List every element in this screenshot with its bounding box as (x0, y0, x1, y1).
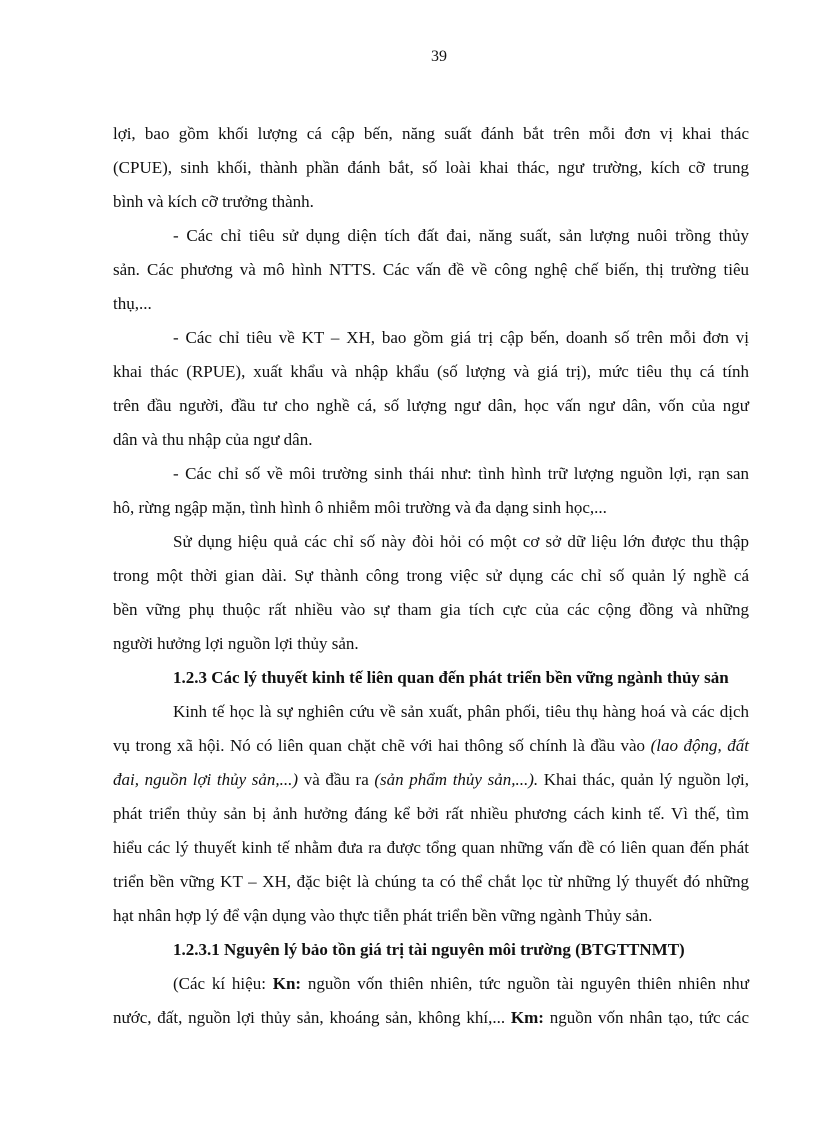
body-line: dân và thu nhập của ngư dân. (113, 430, 313, 449)
document-body (113, 117, 749, 1035)
body-line: - Các chỉ số về môi trường sinh thái như: tình hình trữ lượng nguồn lợi, rạn san (173, 464, 749, 483)
page-number: 39 (431, 48, 447, 65)
body-line: (CPUE), sinh khối, thành phần đánh bắt, số loài khai thác, ngư trường, kích cỡ trung (113, 158, 749, 177)
body-line: hạt nhân hợp lý để vận dụng vào thực tiễn phát triển bền vững ngành Thủy sản. (113, 906, 653, 925)
body-line: lợi, bao gồm khối lượng cá cập bến, năng suất đánh bắt trên mỗi đơn vị khai thác (113, 124, 749, 143)
body-line (113, 729, 749, 763)
text-run: vụ trong xã hội. Nó có liên quan chặt chẽ với hai thông số chính là đầu vào (113, 736, 651, 755)
body-line: hô, rừng ngập mặn, tình hình ô nhiễm môi trường và đa dạng sinh học,... (113, 498, 607, 517)
body-line: - Các chỉ tiêu sử dụng diện tích đất đai, năng suất, sản lượng nuôi trồng thủy (173, 226, 749, 245)
italic-text-run: (sản phẩm thủy sản,...). (374, 770, 539, 789)
body-line (113, 967, 749, 1001)
bold-term: Kn: (272, 974, 302, 993)
body-line: triển bền vững KT – XH, đặc biệt là chúng ta có thể chắt lọc từ những lý thuyết đó những (113, 872, 749, 891)
body-line: trên đầu người, đầu tư cho nghề cá, số lượng ngư dân, học vấn ngư dân, vốn của ngư (113, 396, 749, 415)
text-run: và đầu ra (298, 770, 375, 789)
text-run: (Các kí hiệu: (173, 974, 273, 993)
body-line: Sử dụng hiệu quả các chỉ số này đòi hỏi có một cơ sở dữ liệu lớn được thu thập (173, 532, 749, 551)
body-line: người hưởng lợi nguồn lợi thủy sản. (113, 634, 359, 653)
text-run: nguồn vốn thiên nhiên, tức nguồn tài nguyên thiên nhiên như (301, 974, 749, 993)
italic-text-run: (lao động, đất (650, 736, 750, 755)
body-line: - Các chỉ tiêu về KT – XH, bao gồm giá trị cập bến, doanh số trên mỗi đơn vị (173, 328, 749, 347)
body-line: hiểu các lý thuyết kinh tế nhằm đưa ra được tổng quan những vấn đề có liên quan đến phát (113, 838, 749, 857)
text-run: Khai thác, quản lý nguồn lợi, (538, 770, 749, 789)
body-line (113, 1001, 749, 1035)
body-line: trong một thời gian dài. Sự thành công trong việc sử dụng các chỉ số quản lý nghề cá (113, 566, 749, 585)
body-line (113, 763, 749, 797)
body-line: bền vững phụ thuộc rất nhiều vào sự tham gia tích cực của các cộng đồng và những (113, 600, 749, 619)
body-line: sản. Các phương và mô hình NTTS. Các vấn đề về công nghệ chế biến, thị trường tiêu (113, 260, 749, 279)
italic-text-run: đai, nguồn lợi thủy sản,...) (113, 770, 299, 789)
body-line: bình và kích cỡ trưởng thành. (113, 192, 314, 211)
body-line: khai thác (RPUE), xuất khẩu và nhập khẩu (số lượng và giá trị), mức tiêu thụ cá tính (113, 362, 749, 381)
body-line: phát triển thủy sản bị ảnh hưởng đáng kể bởi rất nhiều phương cách kinh tế. Vì thế, tìm (113, 804, 749, 823)
text-run: nguồn vốn nhân tạo, tức các (543, 1008, 749, 1027)
body-line: Kinh tế học là sự nghiên cứu về sản xuất, phân phối, tiêu thụ hàng hoá và các dịch (173, 702, 749, 721)
section-heading: 1.2.3 Các lý thuyết kinh tế liên quan đến phát triển bền vững ngành thủy sản (173, 668, 729, 687)
bold-term: Km: (510, 1008, 544, 1027)
subsection-heading: 1.2.3.1 Nguyên lý bảo tồn giá trị tài nguyên môi trường (BTGTTNMT) (173, 940, 685, 959)
text-run: nước, đất, nguồn lợi thủy sản, khoáng sản, không khí,... (113, 1008, 511, 1027)
body-line: thụ,... (113, 294, 152, 313)
